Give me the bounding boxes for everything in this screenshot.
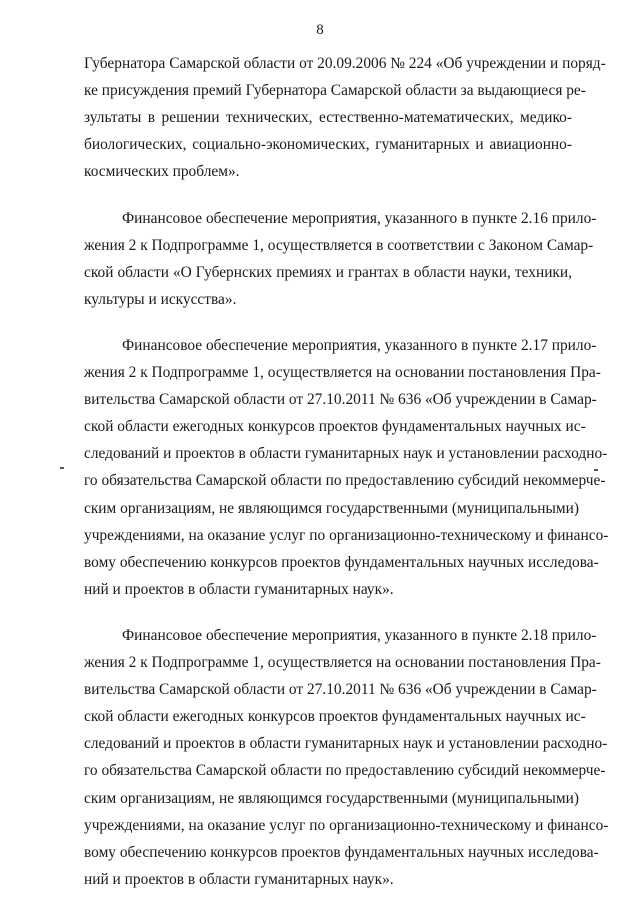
scan-artifact-left bbox=[60, 467, 64, 469]
page-number: 8 bbox=[316, 22, 324, 38]
text-line: ний и проектов в области гуманитарных наук». bbox=[84, 871, 394, 888]
text-line: вительства Самарской области от 27.10.2011 № 636 «Об учреждении в Самар- bbox=[84, 391, 597, 408]
text-line: космических проблем». bbox=[84, 163, 240, 180]
text-line: го обязательства Самарской области по предоставлению субсидий некоммерче- bbox=[84, 472, 606, 489]
text-line: учреждениями, на оказание услуг по организационно-техническому и финансо- bbox=[84, 817, 609, 834]
text-line: зультаты в решении технических, естественно-математических, медико- bbox=[84, 109, 572, 126]
text-line: вому обеспечению конкурсов проектов фундаментальных научных исследова- bbox=[84, 844, 599, 861]
text-line: жения 2 к Подпрограмме 1, осуществляется на основании постановления Пра- bbox=[84, 364, 601, 381]
text-line: культуры и искусства». bbox=[84, 291, 237, 308]
text-line: Финансовое обеспечение мероприятия, указанного в пункте 2.16 прило- bbox=[122, 210, 597, 227]
text-line: Финансовое обеспечение мероприятия, указанного в пункте 2.18 прило- bbox=[122, 627, 597, 644]
text-line: жения 2 к Подпрограмме 1, осуществляется в соответствии с Законом Самар- bbox=[84, 237, 594, 254]
text-line: ке присуждения премий Губернатора Самарской области за выдающиеся ре- bbox=[84, 82, 586, 99]
text-line: ским организациям, не являющимся государственными (муниципальными) bbox=[84, 790, 579, 807]
text-line: Губернатора Самарской области от 20.09.2006 № 224 «Об учреждении и поряд- bbox=[84, 55, 606, 72]
text-line: ской области «О Губернских премиях и грантах в области науки, техники, bbox=[84, 264, 572, 281]
text-line: го обязательства Самарской области по предоставлению субсидий некоммерче- bbox=[84, 762, 606, 779]
text-line: следований и проектов в области гуманитарных наук и установлении расходно- bbox=[84, 735, 608, 752]
text-line: вительства Самарской области от 27.10.2011 № 636 «Об учреждении в Самар- bbox=[84, 681, 597, 698]
text-line: ской области ежегодных конкурсов проектов фундаментальных научных ис- bbox=[84, 708, 586, 725]
text-line: Финансовое обеспечение мероприятия, указанного в пункте 2.17 прило- bbox=[122, 337, 597, 354]
text-line: ний и проектов в области гуманитарных наук». bbox=[84, 581, 394, 598]
scan-artifact-right bbox=[594, 469, 598, 471]
text-line: учреждениями, на оказание услуг по организационно-техническому и финансо- bbox=[84, 527, 609, 544]
text-line: вому обеспечению конкурсов проектов фундаментальных научных исследова- bbox=[84, 554, 599, 571]
text-line: ским организациям, не являющимся государственными (муниципальными) bbox=[84, 500, 579, 517]
text-line: биологических, социально-экономических, гуманитарных и авиационно- bbox=[84, 136, 572, 153]
text-line: следований и проектов в области гуманитарных наук и установлении расходно- bbox=[84, 445, 608, 462]
text-line: жения 2 к Подпрограмме 1, осуществляется на основании постановления Пра- bbox=[84, 654, 601, 671]
text-line: ской области ежегодных конкурсов проектов фундаментальных научных ис- bbox=[84, 418, 586, 435]
